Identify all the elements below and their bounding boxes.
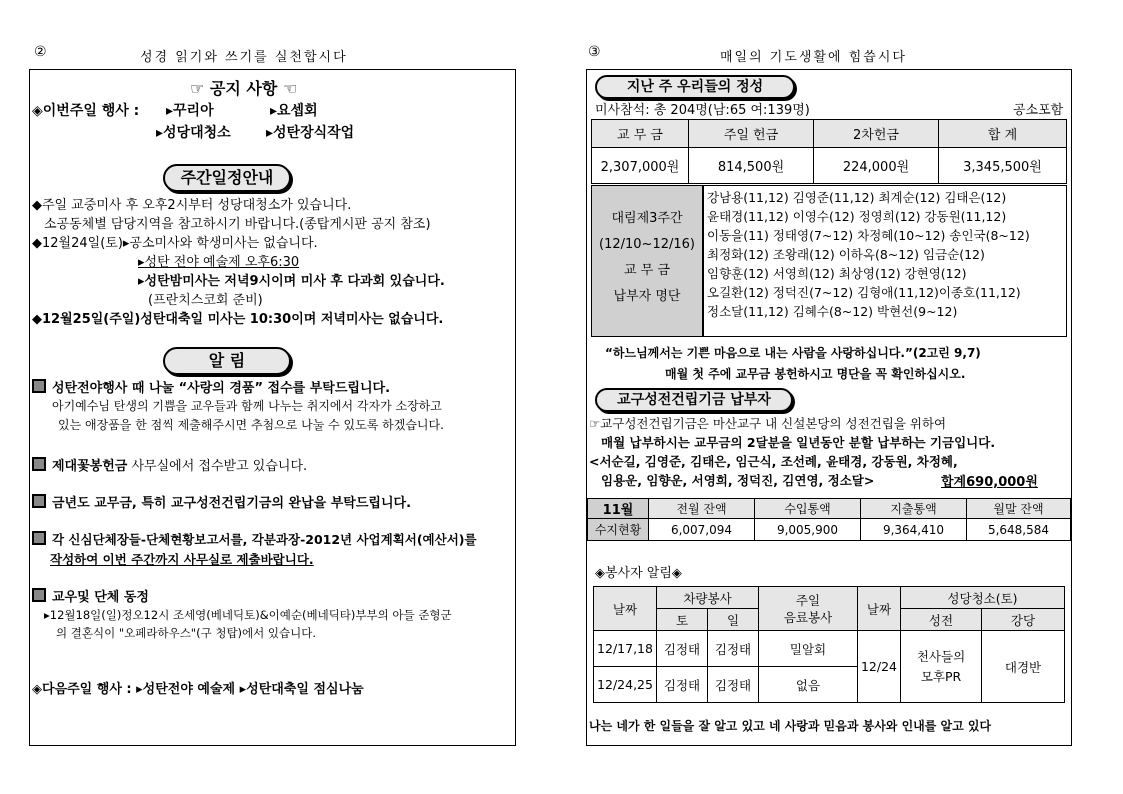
ledger-label: 수지현황 <box>588 519 649 541</box>
fund-title: 교구성전건립기금 납부자 <box>595 388 793 412</box>
page-header: 성경 읽기와 쓰기를 실천합시다 <box>140 50 348 65</box>
vol-header: 성전 <box>901 609 982 631</box>
ledger-table <box>587 498 1071 541</box>
donor-label: 대림제3주간 (12/10~12/16) 교 무 금 납부자 명단 <box>591 185 703 337</box>
offering-value: 3,345,500원 <box>939 148 1067 184</box>
event-item: ▸요셉회 <box>270 103 318 119</box>
vol-header: 토 <box>657 609 708 631</box>
vol-sat: 김정태 <box>657 631 708 667</box>
vol-sat: 김정태 <box>657 667 708 703</box>
page-number: ③ <box>588 44 601 60</box>
donor-line: 오길환(12) 정덕진(7~12) 김형애(11,12)이종호(11,12) <box>707 285 1021 300</box>
schedule-line: ◆주일 교중미사 후 오후2시부터 성당대청소가 있습니다. <box>32 198 352 213</box>
announce-body: 의 결혼식이 "오페라하우스"(구 청탑)에서 있습니다. <box>56 626 317 640</box>
vol-header: 일 <box>708 609 759 631</box>
offering-title: 지난 주 우리들의 정성 <box>595 75 795 99</box>
donor-line: 최정화(12) 조왕래(12) 이하옥(8~12) 임금순(12) <box>707 247 985 262</box>
schedule-line: ◆12월25일(주일)성탄대축일 미사는 10:30이며 저녁미사는 없습니다. <box>32 312 444 327</box>
attendance: 미사참석: 총 204명(남:65 여:139명) <box>595 103 810 118</box>
page-header: 매일의 기도생활에 힘씁시다 <box>720 50 907 65</box>
schedule-title: 주간일정안내 <box>163 164 291 192</box>
offering-value: 2,307,000원 <box>592 148 689 184</box>
ledger-value: 9,364,410 <box>861 519 967 541</box>
vol-header: 강당 <box>982 609 1065 631</box>
event-item: ▸성당대청소 <box>156 125 231 141</box>
vol-date: 12/24,25 <box>594 667 657 703</box>
ledger-value: 5,648,584 <box>967 519 1071 541</box>
announce-item-title: 성탄전야행사 때 나눌 “사랑의 경품” 접수를 부탁드립니다. <box>32 377 390 396</box>
offering-value: 224,000원 <box>814 148 939 184</box>
ledger-header: 수입통액 <box>755 499 861 519</box>
fund-line: 매월 납부하시는 교무금의 2달분을 일년동안 분할 납부하는 기금입니다. <box>601 435 996 450</box>
donor-line: 이동을(11) 정태영(7~12) 차정혜(10~12) 송인국(8~12) <box>707 228 1030 243</box>
fund-line: ☞교구성전건립기금은 마산교구 내 신설본당의 성전건립을 위하여 <box>589 416 947 431</box>
square-bullet-icon <box>32 588 46 602</box>
page-number: ② <box>34 44 47 60</box>
vol-header: 날짜 <box>858 587 901 631</box>
announce-body: ▸12월18일(일)정오12시 조세영(베네딕토)&이예순(베네딕타)부부의 아들 준형군 <box>44 608 452 622</box>
donor-line: 강남용(11,12) 김영준(11,12) 최계순(12) 김태은(12) <box>707 190 1007 205</box>
offering-header: 교 무 금 <box>592 120 689 148</box>
square-bullet-icon <box>32 494 46 508</box>
schedule-line: (프란치스코회 준비) <box>148 293 263 308</box>
fund-total: 합계690,000원 <box>941 475 1038 490</box>
announce-item-title: 금년도 교무금, 특히 교구성전건립기금의 완납을 부탁드립니다. <box>32 492 411 511</box>
reminder-note: 매월 첫 주에 교무금 봉헌하시고 명단을 꼭 확인하십시오. <box>665 367 966 381</box>
event-item: ▸성탄장식작업 <box>266 125 355 141</box>
next-week-events: ◈다음주일 행사 : ▸성탄전야 예술제 ▸성탄대축일 점심나눔 <box>32 682 364 697</box>
notice-title: ☞ 공지 사항 ☜ <box>190 79 298 98</box>
ledger-header: 전월 잔액 <box>649 499 755 519</box>
donor-line: 윤태경(11,12) 이영수(12) 정영희(12) 강동원(11,12) <box>707 209 1007 224</box>
schedule-line: ◆12월24일(토)▸공소미사와 학생미사는 없습니다. <box>32 236 318 251</box>
announce-item-title: 교우및 단체 동정 <box>32 586 149 605</box>
vol-date: 12/17,18 <box>594 631 657 667</box>
vol-sun: 김정태 <box>708 667 759 703</box>
volunteer-table <box>593 586 1065 703</box>
footer-verse: 나는 네가 한 일들을 잘 알고 있고 네 사랑과 믿음과 봉사와 인내를 알고 있다 <box>589 719 992 733</box>
ledger-value: 6,007,094 <box>649 519 755 541</box>
this-week-label: ◈이번주일 행사 : <box>32 103 140 119</box>
donor-line: 정소달(11,12) 김혜수(8~12) 박현선(9~12) <box>707 304 958 319</box>
attendance-note: 공소포함 <box>1013 103 1064 118</box>
vol-hall: 대경반 <box>982 631 1065 703</box>
fund-names: <서순길, 김영준, 김태은, 임근식, 조선례, 윤태경, 강동원, 차정혜, <box>589 454 958 469</box>
ledger-month: 11월 <box>588 499 649 519</box>
right-page-panel <box>586 69 1072 746</box>
offering-value: 814,500원 <box>689 148 814 184</box>
fund-names: 임용운, 임향운, 서영희, 정덕진, 김연영, 정소달> <box>601 473 875 488</box>
event-item: ▸꾸리아 <box>166 103 214 119</box>
scripture-quote: “하느님께서는 기쁜 마음으로 내는 사람을 사랑하십니다.”(2고린 9,7) <box>605 346 981 360</box>
vol-header: 주일 음료봉사 <box>759 587 858 631</box>
square-bullet-icon <box>32 457 46 471</box>
schedule-line: 소공동체별 담당지역을 참고하시기 바랍니다.(종탑게시판 공지 참조) <box>44 217 431 232</box>
vol-drink: 밀알회 <box>759 631 858 667</box>
announce-body: 있는 애장품을 한 점씩 제출해주시면 추첨으로 나눌 수 있도록 하겠습니다. <box>58 418 444 432</box>
offering-table <box>591 119 1067 184</box>
offering-header: 2차헌금 <box>814 120 939 148</box>
ledger-header: 지출통액 <box>861 499 967 519</box>
vol-header: 차량봉사 <box>657 587 759 609</box>
announce-item-title: 각 신심단체장들-단체현황보고서를, 각분과장-2012년 사업계획서(예산서)를 <box>32 530 477 548</box>
offering-header: 합 계 <box>939 120 1067 148</box>
vol-sanctuary: 천사들의 모후PR <box>901 631 982 703</box>
donor-line: 임향훈(12) 서영희(12) 최상영(12) 강현영(12) <box>707 266 967 281</box>
vol-sun: 김정태 <box>708 631 759 667</box>
vol-clean-date: 12/24 <box>858 631 901 703</box>
square-bullet-icon <box>32 531 46 545</box>
square-bullet-icon <box>32 379 46 393</box>
announce-title: 알 림 <box>163 347 291 375</box>
announce-item-title: 제대꽃봉헌금 사무실에서 접수받고 있습니다. <box>32 455 307 474</box>
left-page-panel <box>29 69 516 746</box>
ledger-value: 9,005,900 <box>755 519 861 541</box>
announce-body: 아기예수님 탄생의 기쁨을 교우들과 함께 나누는 취지에서 각자가 소장하고 <box>52 399 442 413</box>
announce-item-title: 작성하여 이번 주간까지 사무실로 제출바랍니다. <box>50 552 314 567</box>
vol-drink: 없음 <box>759 667 858 703</box>
vol-header: 성당청소(토) <box>901 587 1065 609</box>
vol-header: 날짜 <box>594 587 657 631</box>
ledger-header: 월말 잔액 <box>967 499 1071 519</box>
volunteer-title: ◈봉사자 알림◈ <box>595 566 682 581</box>
schedule-line: ▸성탄밤미사는 저녁9시이며 미사 후 다과회 있습니다. <box>138 274 445 289</box>
offering-header: 주일 헌금 <box>689 120 814 148</box>
schedule-line: ▸성탄 전야 예술제 오후6:30 <box>138 255 300 270</box>
